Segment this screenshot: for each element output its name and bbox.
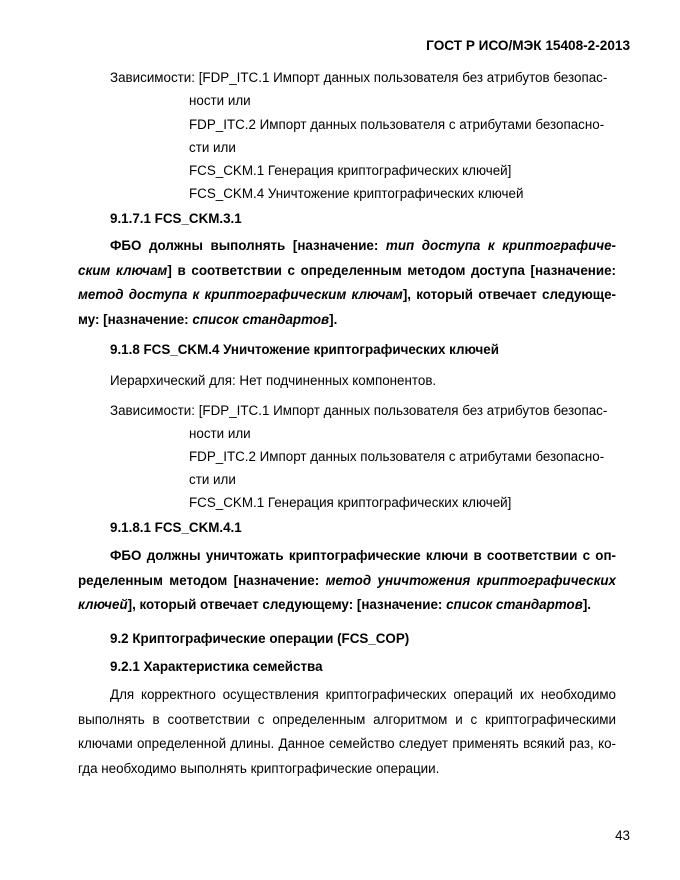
dependency-line: сти или xyxy=(189,140,236,155)
requirement-paragraph: ФБО должны выполнять [назначение: тип доступа к криптографиче- ским ключам] в соответствии с определенным методом доступа [назначение: метод доступа к криптографическим ключам], который отвечает следующе- му: [назначение: список стандартов]. xyxy=(78,238,617,327)
section-heading: 9.1.7.1 FCS_CKM.3.1 xyxy=(110,211,242,226)
section-heading: 9.1.8 FCS_CKM.4 Уничтожение криптографических ключей xyxy=(110,342,499,357)
dependency-line: сти или xyxy=(189,472,236,487)
section-heading: 9.2.1 Характеристика семейства xyxy=(110,659,323,674)
dependency-line: ности или xyxy=(189,93,251,108)
dependencies-label: Зависимости: [FDP_ITC.1 Импорт данных пользователя без атрибутов безопас- xyxy=(110,403,608,418)
section-heading: 9.2 Криптографические операции (FCS_COP) xyxy=(110,631,410,646)
requirement-paragraph: ФБО должны уничтожать криптографические ключи в соответствии с оп- ределенным методом [назначение: метод уничтожения криптографических ключей], который отвечает следующему: [назначение: список стандартов]. xyxy=(78,548,616,612)
dependency-line: FCS_CKM.1 Генерация криптографических ключей] xyxy=(189,163,512,178)
dependencies-label: Зависимости: [FDP_ITC.1 Импорт данных пользователя без атрибутов безопас- xyxy=(110,70,608,85)
dependency-line: FDP_ITC.2 Импорт данных пользователя с атрибутами безопасно- xyxy=(189,117,605,132)
dependency-line: FCS_CKM.4 Уничтожение криптографических ключей xyxy=(189,186,524,201)
section-heading: 9.1.8.1 FCS_CKM.4.1 xyxy=(110,520,242,535)
hierarchy-text: Иерархический для: Нет подчиненных компонентов. xyxy=(110,373,437,388)
document-header: ГОСТ Р ИСО/МЭК 15408-2-2013 xyxy=(426,38,630,53)
family-description: Для корректного осуществления криптографических операций их необходимо выполнять в соответствии с определенным алгоритмом и с криптографическими ключами определенной длины. Данное семейство следует применять всякий раз, ко- гда необходимо выполнять криптографические операции. xyxy=(78,687,616,776)
dependency-line: FDP_ITC.2 Импорт данных пользователя с атрибутами безопасно- xyxy=(189,449,605,464)
page-number: 43 xyxy=(615,828,630,843)
dependency-line: FCS_CKM.1 Генерация криптографических ключей] xyxy=(189,495,512,510)
dependency-line: ности или xyxy=(189,426,251,441)
